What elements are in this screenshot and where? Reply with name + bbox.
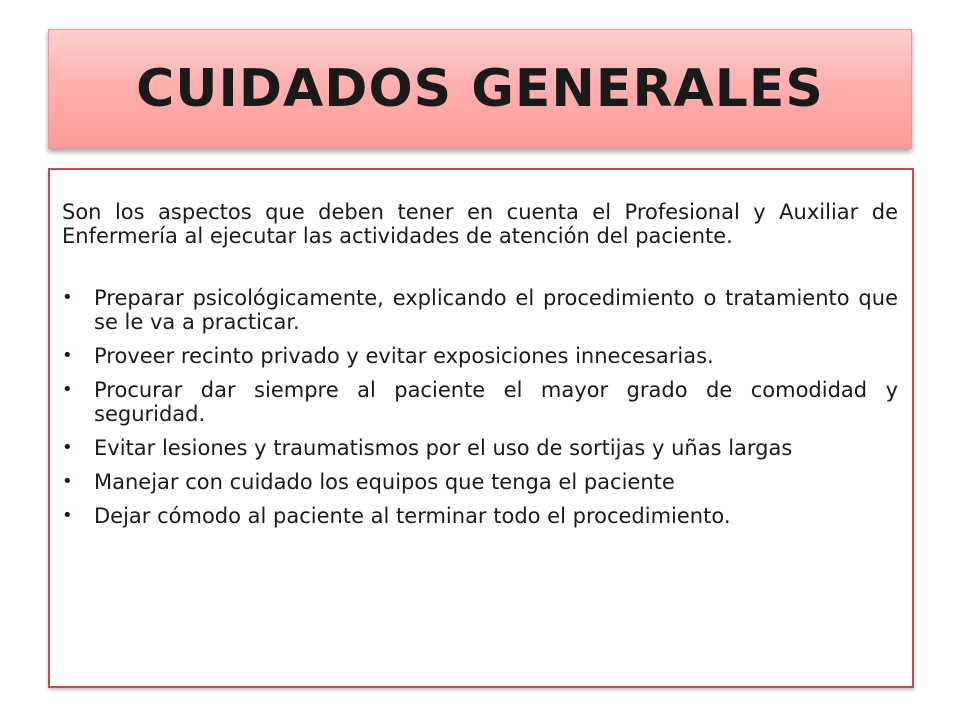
list-item <box>62 344 898 368</box>
bullet-icon: • <box>62 379 73 400</box>
bullet-icon: • <box>62 287 73 308</box>
bullet-text: Evitar lesiones y traumatismos por el uso de sortijas y uñas largas <box>94 436 793 460</box>
bullet-list <box>62 286 898 528</box>
slide-title: CUIDADOS GENERALES <box>136 59 824 119</box>
bullet-text: Preparar psicológicamente, explicando el procedimiento o tratamiento que se le va a practicar. <box>94 286 898 334</box>
title-banner <box>48 29 912 149</box>
list-item <box>62 286 898 334</box>
bullet-icon: • <box>62 471 73 492</box>
list-item <box>62 436 898 460</box>
bullet-text: Dejar cómodo al paciente al terminar todo el procedimiento. <box>94 504 731 528</box>
bullet-icon: • <box>62 437 73 458</box>
bullet-icon: • <box>62 505 73 526</box>
bullet-icon: • <box>62 345 73 366</box>
bullet-text: Proveer recinto privado y evitar exposiciones innecesarias. <box>94 344 714 368</box>
list-item <box>62 504 898 528</box>
list-item <box>62 378 898 426</box>
intro-paragraph: Son los aspectos que deben tener en cuenta el Profesional y Auxiliar de Enfermería al ejecutar las actividades de atención del paciente. <box>62 200 898 248</box>
list-item <box>62 470 898 494</box>
content-panel <box>48 168 914 688</box>
bullet-text: Procurar dar siempre al paciente el mayor grado de comodidad y seguridad. <box>94 378 898 426</box>
bullet-text: Manejar con cuidado los equipos que tenga el paciente <box>94 470 675 494</box>
